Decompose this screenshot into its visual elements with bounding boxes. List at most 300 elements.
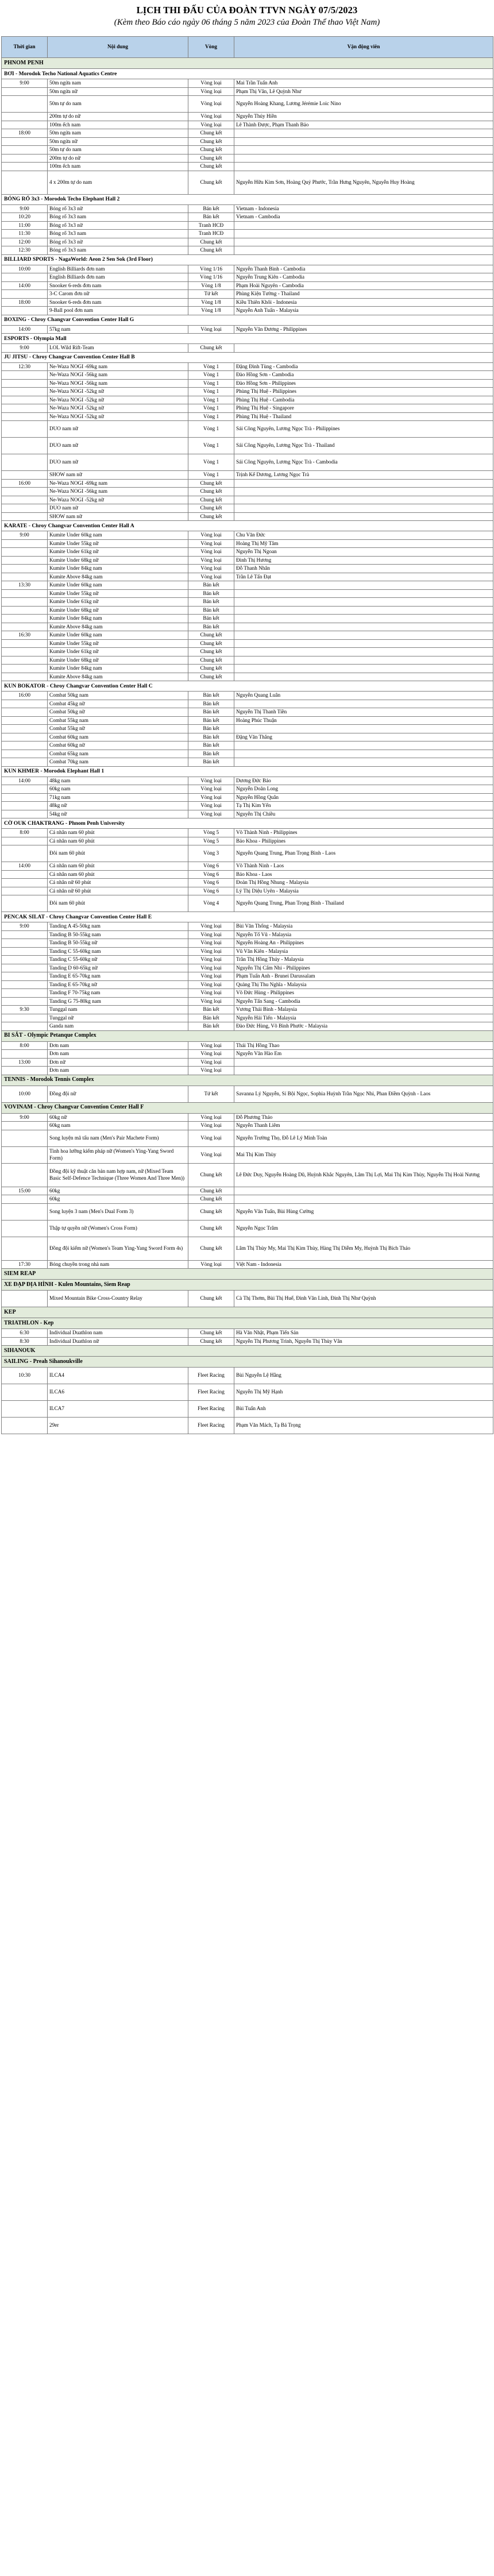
- event-athlete: Nguyễn Văn Đương - Philippines: [234, 325, 493, 334]
- event-time: [2, 793, 48, 802]
- city-label: XE ĐẠP ĐỊA HÌNH - Kulen Mountains, Siem Reap: [2, 1280, 493, 1291]
- event-round: Chung kết: [188, 496, 234, 504]
- title-block: [0, 0, 494, 29]
- event-round: Vòng loại: [188, 79, 234, 88]
- event-round: Chung kết: [188, 656, 234, 665]
- event-content: Bóng chuyền trong nhà nam: [48, 1260, 188, 1269]
- event-round: Vòng loại: [188, 1067, 234, 1075]
- event-time: [2, 648, 48, 656]
- table-row: [2, 171, 493, 194]
- venue-label: BOXING - Chroy Changvar Convention Center Hall G: [2, 315, 493, 325]
- event-content: 200m tự do nữ: [48, 113, 188, 121]
- event-round: Fleet Racing: [188, 1368, 234, 1384]
- event-athlete: [234, 606, 493, 615]
- event-time: [2, 137, 48, 146]
- event-content: Kumite Under 60kg nam: [48, 581, 188, 590]
- event-content: Bóng rổ 3x3 nam: [48, 246, 188, 255]
- event-time: [2, 1050, 48, 1059]
- header-row: [2, 37, 493, 58]
- event-time: [2, 725, 48, 733]
- event-athlete: Sái Công Nguyên, Lương Ngọc Trà - Cambodia: [234, 454, 493, 471]
- event-round: Vòng loại: [188, 777, 234, 785]
- event-athlete: [234, 488, 493, 496]
- table-row: [2, 79, 493, 88]
- event-round: Bán kết: [188, 700, 234, 708]
- event-round: Chung kết: [188, 1337, 234, 1346]
- event-athlete: Sái Công Nguyên, Lương Ngọc Trà - Philippines: [234, 421, 493, 438]
- event-round: Vòng 6: [188, 862, 234, 871]
- table-row: [2, 1014, 493, 1022]
- table-row: [2, 741, 493, 750]
- event-athlete: Phùng Kiện Tường - Thailand: [234, 290, 493, 299]
- event-athlete: Lê Đức Duy, Nguyễn Hoàng Dũ, Huỳnh Khắc Nguyên, Lâm Thị Lợi, Mai Thị Kim Thùy, Nguyễn Thị Hoài Nương: [234, 1163, 493, 1187]
- table-row: [2, 281, 493, 290]
- event-time: [2, 673, 48, 681]
- event-round: Vòng loại: [188, 785, 234, 794]
- table-row: [2, 1187, 493, 1195]
- table-row: [2, 471, 493, 480]
- event-content: Ne-Waza NOGI -56kg nam: [48, 371, 188, 380]
- event-athlete: [234, 741, 493, 750]
- table-row: [2, 479, 493, 488]
- event-content: 9-Ball pool đơn nam: [48, 307, 188, 315]
- event-athlete: Đào Đức Hùng, Võ Bình Phước - Malaysia: [234, 1022, 493, 1031]
- event-time: 8:00: [2, 829, 48, 837]
- table-row: [2, 1337, 493, 1346]
- event-time: [2, 290, 48, 299]
- event-time: [2, 146, 48, 155]
- table-row: [2, 137, 493, 146]
- table-row: [2, 454, 493, 471]
- table-row: [2, 623, 493, 631]
- table-row: [2, 1050, 493, 1059]
- table-row: [2, 213, 493, 222]
- event-athlete: Hoàng Phúc Thuận: [234, 716, 493, 725]
- event-content: ILCA4: [48, 1368, 188, 1384]
- event-time: [2, 845, 48, 862]
- table-row: [2, 810, 493, 818]
- event-athlete: Hà Văn Nhật, Phạm Tiến Sản: [234, 1329, 493, 1338]
- table-row: [2, 548, 493, 557]
- event-time: [2, 548, 48, 557]
- event-content: Cá nhân nam 60 phút: [48, 862, 188, 871]
- table-row: [2, 1067, 493, 1075]
- event-content: Kumite Under 61kg nữ: [48, 648, 188, 656]
- event-time: [2, 1022, 48, 1031]
- table-row: [2, 163, 493, 171]
- event-round: Fleet Racing: [188, 1401, 234, 1418]
- table-row: [2, 512, 493, 521]
- event-content: Combat 50kg nữ: [48, 708, 188, 717]
- event-content: Tanding C 55-60kg nam: [48, 947, 188, 956]
- event-content: Combat 50kg nam: [48, 692, 188, 700]
- event-content: Tinh hoa lưỡng kiếm pháp nữ (Women's Ying-Yang Sword Form): [48, 1146, 188, 1163]
- event-content: Đồng đội nữ: [48, 1086, 188, 1102]
- event-time: 9:00: [2, 344, 48, 353]
- event-time: [2, 700, 48, 708]
- table-row: [2, 1146, 493, 1163]
- event-time: 8:30: [2, 1337, 48, 1346]
- table-row: [2, 1086, 493, 1102]
- event-content: Đôi nam 60 phút: [48, 845, 188, 862]
- section-venue-row: [2, 681, 493, 692]
- event-athlete: [234, 623, 493, 631]
- event-time: [2, 980, 48, 989]
- event-time: [2, 438, 48, 454]
- venue-label: KUN KHMER - Morodok Elephant Hall 1: [2, 766, 493, 777]
- event-round: Chung kết: [188, 648, 234, 656]
- venue-label: BƠI - Morodok Techo National Aquatics Centre: [2, 69, 493, 79]
- table-row: [2, 725, 493, 733]
- event-athlete: [234, 154, 493, 163]
- event-content: Kumite Above 84kg nam: [48, 573, 188, 581]
- event-content: ILCA6: [48, 1384, 188, 1401]
- event-round: Chung kết: [188, 1203, 234, 1220]
- table-row: [2, 1022, 493, 1031]
- event-content: 71kg nam: [48, 793, 188, 802]
- event-time: [2, 895, 48, 912]
- event-content: Song luyện mã tấu nam (Men's Pair Machete Form): [48, 1130, 188, 1146]
- table-row: [2, 121, 493, 129]
- event-time: 15:00: [2, 1187, 48, 1195]
- table-row: [2, 565, 493, 573]
- event-round: Vòng 6: [188, 870, 234, 879]
- table-row: [2, 581, 493, 590]
- table-row: [2, 980, 493, 989]
- event-round: Chung kết: [188, 1329, 234, 1338]
- event-time: [2, 589, 48, 598]
- event-time: 16:00: [2, 479, 48, 488]
- event-content: Mixed Mountain Bike Cross-Country Relay: [48, 1291, 188, 1307]
- event-time: [2, 964, 48, 972]
- event-content: Tunggal nam: [48, 1006, 188, 1014]
- event-round: Vòng loại: [188, 793, 234, 802]
- table-row: [2, 1058, 493, 1067]
- event-athlete: [234, 615, 493, 623]
- event-athlete: [234, 1058, 493, 1067]
- schedule-table: [1, 36, 493, 1434]
- table-row: [2, 421, 493, 438]
- event-round: Bán kết: [188, 1022, 234, 1031]
- event-athlete: Nguyễn Hải Tiến - Malaysia: [234, 1014, 493, 1022]
- event-round: Tranh HCĐ: [188, 221, 234, 230]
- event-content: Bóng rổ 3x3 nam: [48, 230, 188, 238]
- event-athlete: Trần Thị Hồng Thúy - Malaysia: [234, 956, 493, 964]
- city-label: BI SẮT - Olympic Petanque Complex: [2, 1030, 493, 1041]
- event-time: [2, 758, 48, 767]
- event-round: Vòng loại: [188, 325, 234, 334]
- venue-label: ESPORTS - Olympia Mall: [2, 334, 493, 344]
- city-label: SIEM REAP: [2, 1269, 493, 1280]
- table-row: [2, 648, 493, 656]
- event-content: 29er: [48, 1418, 188, 1434]
- table-header: [2, 37, 493, 58]
- event-round: Vòng loại: [188, 1130, 234, 1146]
- table-row: [2, 930, 493, 939]
- city-label: SIHANOUK: [2, 1346, 493, 1357]
- event-time: [2, 163, 48, 171]
- event-round: Vòng loại: [188, 1122, 234, 1130]
- event-round: Bán kết: [188, 750, 234, 758]
- event-time: [2, 512, 48, 521]
- table-row: [2, 204, 493, 213]
- event-content: 60kg: [48, 1187, 188, 1195]
- event-content: Ne-Waza NOGI -56kg nam: [48, 379, 188, 388]
- event-round: Fleet Racing: [188, 1384, 234, 1401]
- section-venue-row: [2, 521, 493, 531]
- event-content: DUO nam nữ: [48, 504, 188, 513]
- event-time: 11:30: [2, 230, 48, 238]
- table-row: [2, 631, 493, 640]
- event-round: Chung kết: [188, 246, 234, 255]
- table-row: [2, 1260, 493, 1269]
- event-athlete: [234, 725, 493, 733]
- event-content: Tanding A 45-50kg nam: [48, 922, 188, 931]
- event-content: Kumite Under 68kg nữ: [48, 606, 188, 615]
- event-athlete: Phạm Văn Mách, Tạ Bá Trọng: [234, 1418, 493, 1434]
- event-time: [2, 412, 48, 421]
- event-content: 100m ếch nam: [48, 163, 188, 171]
- event-athlete: Phùng Thị Huệ - Thailand: [234, 412, 493, 421]
- column-header-time: Thời gian: [2, 37, 48, 58]
- event-content: SHOW nam nữ: [48, 471, 188, 480]
- event-round: Bán kết: [188, 692, 234, 700]
- event-athlete: Trịnh Kế Dương, Lương Ngọc Trà: [234, 471, 493, 480]
- event-content: Đơn nam: [48, 1067, 188, 1075]
- event-athlete: Mai Trần Tuấn Anh: [234, 79, 493, 88]
- event-athlete: [234, 665, 493, 673]
- event-time: [2, 1220, 48, 1237]
- table-row: [2, 845, 493, 862]
- table-row: [2, 887, 493, 895]
- event-round: Vòng 1: [188, 412, 234, 421]
- venue-label: JU JITSU - Chroy Changvar Convention Center Hall B: [2, 352, 493, 362]
- table-row: [2, 1220, 493, 1237]
- table-row: [2, 802, 493, 810]
- table-row: [2, 750, 493, 758]
- event-round: Vòng 1: [188, 362, 234, 371]
- event-content: Đơn nam: [48, 1050, 188, 1059]
- event-round: Vòng loại: [188, 1041, 234, 1050]
- event-content: Kumite Under 84kg nam: [48, 615, 188, 623]
- event-time: [2, 947, 48, 956]
- event-round: Vòng loại: [188, 548, 234, 557]
- table-row: [2, 113, 493, 121]
- event-time: [2, 1418, 48, 1434]
- event-content: Tanding F 70-75kg nam: [48, 989, 188, 998]
- event-athlete: Lý Thị Diệu Uyên - Malaysia: [234, 887, 493, 895]
- event-athlete: Phùng Thị Huệ - Singapore: [234, 404, 493, 413]
- event-content: 48kg nữ: [48, 802, 188, 810]
- event-time: [2, 1067, 48, 1075]
- venue-label: KUN BOKATOR - Chroy Changvar Convention Center Hall C: [2, 681, 493, 692]
- event-time: [2, 556, 48, 565]
- event-athlete: Nguyễn Quang Trung, Phan Trọng Bình - Laos: [234, 845, 493, 862]
- event-time: [2, 939, 48, 948]
- event-round: Bán kết: [188, 741, 234, 750]
- event-round: Bán kết: [188, 725, 234, 733]
- event-round: Bán kết: [188, 606, 234, 615]
- event-athlete: Dương Đức Bảo: [234, 777, 493, 785]
- event-content: Tanding E 65-70kg nữ: [48, 980, 188, 989]
- city-label: PHNOM PENH: [2, 58, 493, 69]
- event-round: Chung kết: [188, 1237, 234, 1260]
- event-round: Vòng 1: [188, 371, 234, 380]
- event-athlete: Vietnam - Cambodia: [234, 213, 493, 222]
- table-row: [2, 146, 493, 155]
- table-row: [2, 96, 493, 113]
- event-time: 14:00: [2, 862, 48, 871]
- event-athlete: [234, 656, 493, 665]
- event-athlete: Nguyễn Thị Phương Trinh, Nguyễn Thị Thùy Vân: [234, 1337, 493, 1346]
- table-row: [2, 793, 493, 802]
- section-city-row: [2, 1307, 493, 1318]
- event-content: Tanding C 55-60kg nữ: [48, 956, 188, 964]
- event-round: Vòng loại: [188, 113, 234, 121]
- event-round: Bán kết: [188, 758, 234, 767]
- event-time: [2, 454, 48, 471]
- event-athlete: [234, 230, 493, 238]
- event-content: Combat 65kg nam: [48, 750, 188, 758]
- table-row: [2, 1195, 493, 1204]
- column-header-round: Vòng: [188, 37, 234, 58]
- section-city-row: [2, 1075, 493, 1086]
- table-row: [2, 997, 493, 1006]
- event-round: Vòng loại: [188, 539, 234, 548]
- event-athlete: [234, 589, 493, 598]
- event-content: 3-C Carom đơn nữ: [48, 290, 188, 299]
- event-athlete: Nguyễn Ngọc Trâm: [234, 1220, 493, 1237]
- event-round: Vòng loại: [188, 531, 234, 540]
- event-athlete: Nguyễn Thị Ngoan: [234, 548, 493, 557]
- event-round: Chung kết: [188, 673, 234, 681]
- event-time: [2, 1122, 48, 1130]
- event-time: 10:20: [2, 213, 48, 222]
- column-header-content: Nội dung: [48, 37, 188, 58]
- event-athlete: [234, 1195, 493, 1204]
- event-round: Vòng loại: [188, 802, 234, 810]
- event-content: Cá nhân nam 60 phút: [48, 829, 188, 837]
- table-row: [2, 989, 493, 998]
- event-time: 16:30: [2, 631, 48, 640]
- event-time: 10:00: [2, 1086, 48, 1102]
- table-row: [2, 573, 493, 581]
- event-athlete: [234, 496, 493, 504]
- event-content: 60kg nam: [48, 1122, 188, 1130]
- table-row: [2, 362, 493, 371]
- event-athlete: Lâm Thị Thùy My, Mai Thị Kim Thùy, Hàng Thị Diễm My, Huỳnh Thị Bích Thảo: [234, 1237, 493, 1260]
- table-row: [2, 1329, 493, 1338]
- event-round: Chung kết: [188, 171, 234, 194]
- event-time: [2, 273, 48, 282]
- table-row: [2, 1418, 493, 1434]
- event-content: DUO nam nữ: [48, 421, 188, 438]
- section-venue-row: [2, 766, 493, 777]
- event-time: [2, 171, 48, 194]
- event-round: Vòng 1: [188, 438, 234, 454]
- event-time: [2, 972, 48, 981]
- event-athlete: Phạm Thị Vân, Lê Quỳnh Như: [234, 87, 493, 96]
- venue-label: PENCAK SILAT - Chroy Changvar Convention Center Hall E: [2, 912, 493, 922]
- event-content: Snooker 6-reds đơn nam: [48, 281, 188, 290]
- event-round: Chung kết: [188, 344, 234, 353]
- event-content: Combat 45kg nữ: [48, 700, 188, 708]
- event-athlete: Đoàn Thị Hồng Nhung - Malaysia: [234, 879, 493, 887]
- event-athlete: Đặng Đình Tùng - Cambodia: [234, 362, 493, 371]
- table-row: [2, 1237, 493, 1260]
- event-round: Vòng loại: [188, 972, 234, 981]
- event-time: 8:00: [2, 1041, 48, 1050]
- event-round: Vòng loại: [188, 939, 234, 948]
- event-content: 54kg nữ: [48, 810, 188, 818]
- table-row: [2, 1006, 493, 1014]
- venue-label: BÓNG RỔ 3x3 - Morodok Techo Elephant Hall 2: [2, 194, 493, 204]
- event-athlete: [234, 639, 493, 648]
- event-round: Chung kết: [188, 1291, 234, 1307]
- event-athlete: Nguyễn Văn Hào Em: [234, 1050, 493, 1059]
- table-row: [2, 785, 493, 794]
- event-content: Combat 70kg nam: [48, 758, 188, 767]
- table-row: [2, 700, 493, 708]
- table-row: [2, 615, 493, 623]
- event-content: Kumite Under 84kg nam: [48, 565, 188, 573]
- table-row: [2, 758, 493, 767]
- event-content: 50m ngửa nam: [48, 79, 188, 88]
- event-round: Vòng loại: [188, 930, 234, 939]
- event-athlete: Nguyễn Thị Thanh Tiền: [234, 708, 493, 717]
- event-time: 9:30: [2, 1006, 48, 1014]
- event-time: 12:30: [2, 362, 48, 371]
- table-row: [2, 829, 493, 837]
- event-time: 17:30: [2, 1260, 48, 1269]
- event-athlete: [234, 504, 493, 513]
- event-content: ILCA7: [48, 1401, 188, 1418]
- event-athlete: Bùi Nguyễn Lệ Hằng: [234, 1368, 493, 1384]
- event-round: Vòng loại: [188, 96, 234, 113]
- event-content: Cá nhân nữ 60 phút: [48, 887, 188, 895]
- event-time: [2, 121, 48, 129]
- event-time: 14:00: [2, 325, 48, 334]
- event-round: Bán kết: [188, 589, 234, 598]
- table-row: [2, 716, 493, 725]
- event-content: Combat 60kg nam: [48, 733, 188, 741]
- event-time: [2, 989, 48, 998]
- event-round: Tứ kết: [188, 1086, 234, 1102]
- table-row: [2, 1291, 493, 1307]
- event-time: [2, 504, 48, 513]
- table-row: [2, 556, 493, 565]
- event-athlete: Nguyễn Thúy Hiền: [234, 113, 493, 121]
- event-round: Vòng 6: [188, 879, 234, 887]
- table-row: [2, 1130, 493, 1146]
- event-round: Chung kết: [188, 129, 234, 138]
- event-time: [2, 870, 48, 879]
- event-round: Vòng 1: [188, 396, 234, 404]
- event-athlete: Đặng Văn Thắng: [234, 733, 493, 741]
- event-athlete: Lê Thành Được, Phạm Thanh Bảo: [234, 121, 493, 129]
- table-row: [2, 862, 493, 871]
- event-content: Đồng đội kiếm nữ (Women's Team Ying-Yang Sword Form 4s): [48, 1237, 188, 1260]
- event-content: Ne-Waza NOGI -52kg nữ: [48, 396, 188, 404]
- table-row: [2, 589, 493, 598]
- city-label: TRIATHLON - Kep: [2, 1318, 493, 1329]
- event-round: Vòng loại: [188, 573, 234, 581]
- event-athlete: Phùng Thị Huệ - Philippines: [234, 388, 493, 396]
- city-label: KEP: [2, 1307, 493, 1318]
- event-time: [2, 930, 48, 939]
- table-row: [2, 947, 493, 956]
- table-row: [2, 777, 493, 785]
